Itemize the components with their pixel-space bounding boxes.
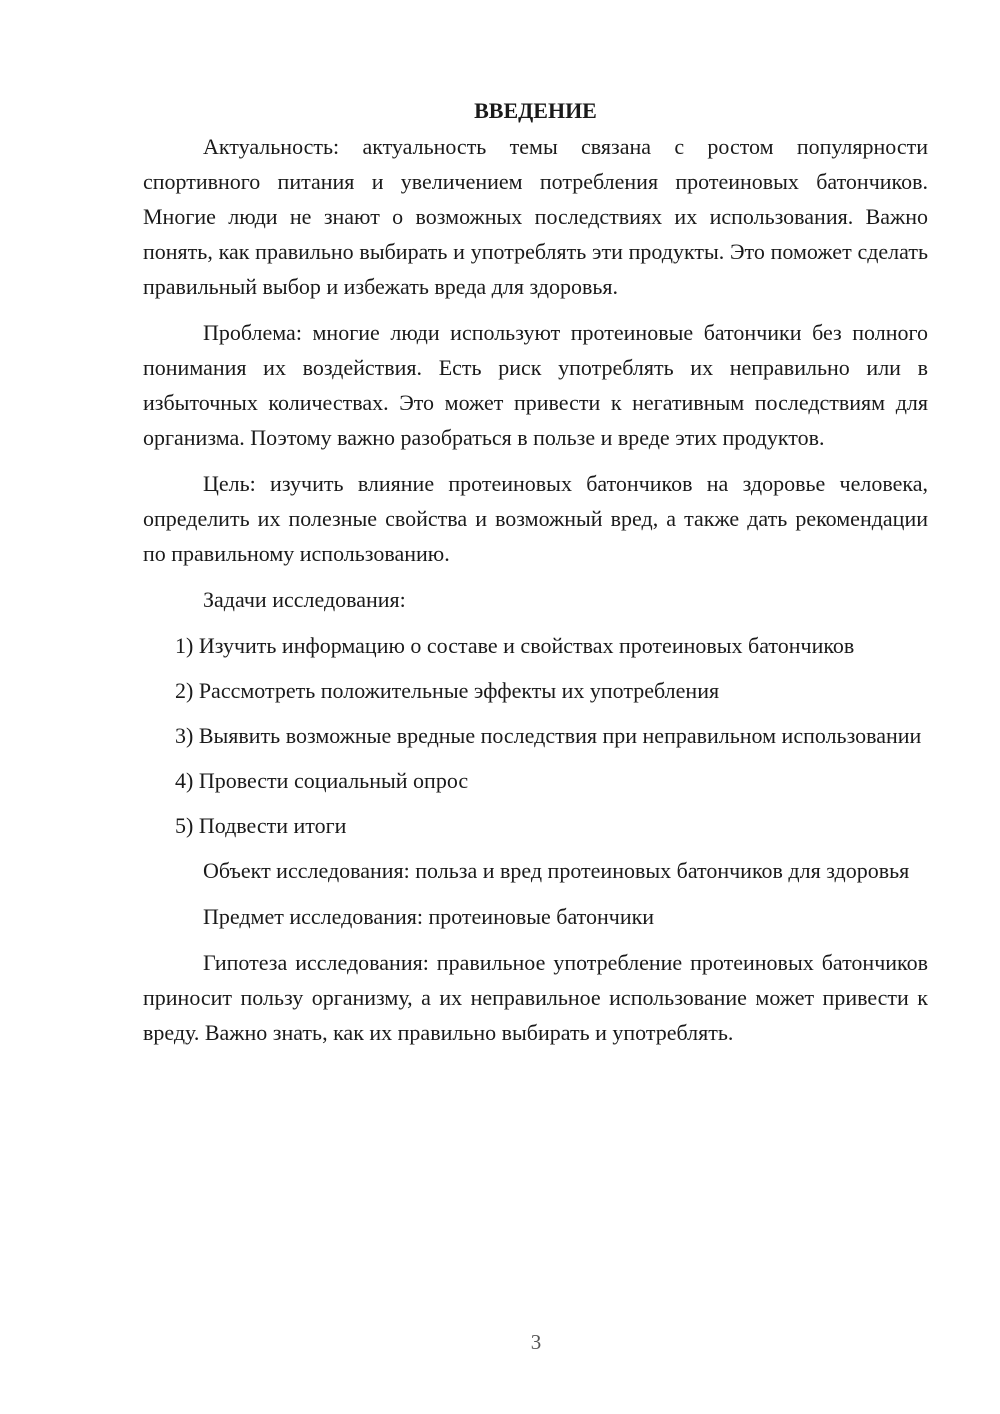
document-page [143,88,928,1061]
object-paragraph: Объект исследования: польза и вред протеиновых батончиков для здоровья [203,858,910,883]
subject-paragraph: Предмет исследования: протеиновые батончики [203,904,655,929]
hypothesis-paragraph: Гипотеза исследования: правильное употребление протеиновых батончиков приносит пользу организму, а их неправильное использование может привести к вреду. Важно знать, как их правильно выбирать и употреблять. [143,950,928,1045]
task-item: 5) Подвести итоги [175,813,347,838]
task-item: 3) Выявить возможные вредные последствия при неправильном использовании [175,723,922,748]
goal-paragraph: Цель: изучить влияние протеиновых батончиков на здоровье человека, определить их полезные свойства и возможный вред, а также дать рекомендации по правильному использованию. [143,471,928,566]
page-title: ВВЕДЕНИЕ [474,98,597,123]
task-item: 1) Изучить информацию о составе и свойствах протеиновых батончиков [175,633,855,658]
problem-paragraph: Проблема: многие люди используют протеиновые батончики без полного понимания их воздействия. Есть риск употреблять их неправильно или в избыточных количествах. Это может привести к негативным последствиям для организма. Поэтому важно разобраться в пользе и вреде этих продуктов. [143,320,928,450]
task-item: 4) Провести социальный опрос [175,768,469,793]
page-number: 3 [530,1330,542,1354]
task-item: 2) Рассмотреть положительные эффекты их употребления [175,678,720,703]
relevance-paragraph: Актуальность: актуальность темы связана с ростом популярности спортивного питания и увеличением потребления протеиновых батончиков. Многие люди не знают о возможных последствиях их использования. Важно понять, как правильно выбирать и употреблять эти продукты. Это поможет сделать правильный выбор и избежать вреда для здоровья. [143,134,928,299]
tasks-heading: Задачи исследования: [203,587,406,612]
